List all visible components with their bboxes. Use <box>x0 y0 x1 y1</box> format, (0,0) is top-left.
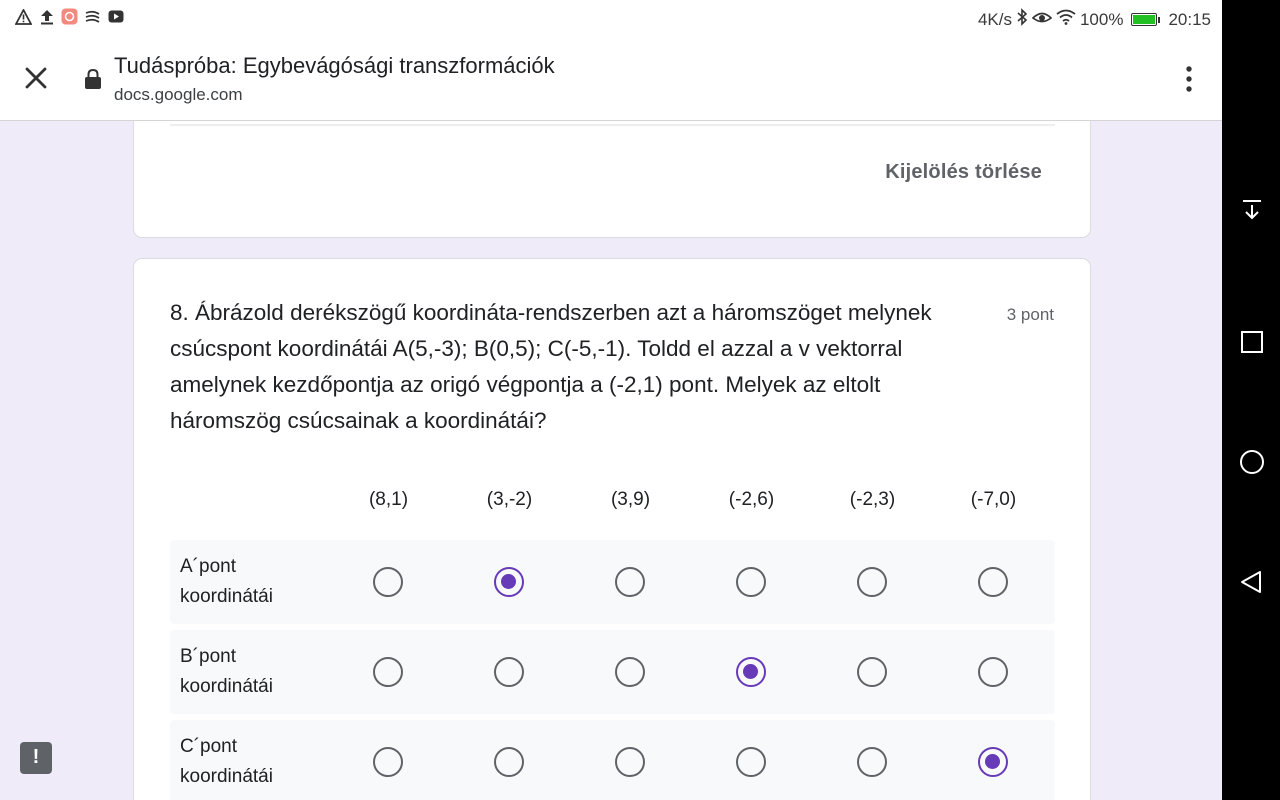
row-label-line: C´pont <box>180 736 238 757</box>
back-button[interactable] <box>1239 569 1265 595</box>
home-button[interactable] <box>1239 449 1265 475</box>
clear-selection-button[interactable]: Kijelölés törlése <box>885 161 1042 183</box>
radio-option[interactable] <box>857 567 887 597</box>
grid-row-c <box>170 720 1055 800</box>
clock: 20:15 <box>1168 9 1211 29</box>
radio-option[interactable] <box>736 747 766 777</box>
lock-icon[interactable] <box>84 68 102 90</box>
notification-icons <box>15 8 124 25</box>
status-bar <box>0 0 1222 38</box>
wifi-icon <box>1056 9 1076 30</box>
page-title: Tudáspróba: Egybevágósági transzformációk <box>114 53 555 78</box>
youtube-icon <box>107 8 124 25</box>
column-header: (-2,6) <box>728 489 775 510</box>
close-tab-button[interactable] <box>22 64 50 92</box>
question-text: 8. Ábrázold derékszögű koordináta-rendszerben azt a háromszöget melynek csúcspont koordinátái A(5,-3); B(0,5); C(-5,-1). Toldd el azzal a v vektorral amelynek kezdőpontja az origó végpontja a (-2,1) pont. Melyek az eltolt háromszög csúcsainak a koordinátái? <box>170 300 932 433</box>
radio-option[interactable] <box>736 567 766 597</box>
battery-icon <box>1131 13 1160 26</box>
radio-option[interactable] <box>615 657 645 687</box>
radio-option[interactable] <box>373 567 403 597</box>
radio-option[interactable] <box>978 657 1008 687</box>
net-speed: 4K/s <box>977 9 1012 29</box>
warning-icon <box>15 8 32 25</box>
column-header: (-7,0) <box>970 489 1017 510</box>
radio-option[interactable] <box>494 567 524 597</box>
row-label-line: B´pont <box>180 646 236 667</box>
radio-option[interactable] <box>494 657 524 687</box>
previous-question-divider <box>170 124 1055 126</box>
radio-option[interactable] <box>615 747 645 777</box>
column-header: (-2,3) <box>849 489 896 510</box>
radio-option[interactable] <box>736 657 766 687</box>
circle-icon <box>1239 449 1265 475</box>
page-url: docs.google.com <box>114 85 243 104</box>
browser-toolbar <box>0 38 1222 121</box>
grid-row-b <box>170 630 1055 714</box>
row-label-line: koordinátái <box>180 766 273 787</box>
radio-option[interactable] <box>978 747 1008 777</box>
question-points: 3 pont <box>1006 305 1054 324</box>
close-icon <box>22 64 50 92</box>
pull-down-icon <box>1239 197 1265 223</box>
radio-option[interactable] <box>857 747 887 777</box>
row-label-line: koordinátái <box>180 586 273 607</box>
row-label <box>180 552 273 612</box>
grid-row-a <box>170 540 1055 624</box>
radio-option[interactable] <box>373 747 403 777</box>
navigation-bar <box>1222 0 1280 800</box>
bluetooth-icon <box>1016 8 1028 31</box>
eye-comfort-icon <box>1032 9 1052 30</box>
column-header: (3,-2) <box>486 489 533 510</box>
more-vert-icon <box>1178 64 1200 94</box>
app-notification-icon <box>61 8 78 25</box>
row-label <box>180 732 273 792</box>
recents-button[interactable] <box>1239 329 1265 355</box>
radio-option[interactable] <box>373 657 403 687</box>
row-label <box>180 642 273 702</box>
overflow-menu-button[interactable] <box>1178 64 1200 94</box>
question-card <box>133 258 1091 800</box>
radio-option[interactable] <box>494 747 524 777</box>
radio-option[interactable] <box>615 567 645 597</box>
swiftkey-icon <box>84 8 101 25</box>
row-label-line: koordinátái <box>180 676 273 697</box>
row-label-line: A´pont <box>180 556 236 577</box>
upload-icon <box>38 8 55 25</box>
column-header: (3,9) <box>610 489 651 510</box>
feedback-button[interactable]: ! <box>20 742 52 774</box>
radio-option[interactable] <box>978 567 1008 597</box>
column-header: (8,1) <box>368 489 409 510</box>
battery-percent: 100% <box>1079 9 1124 29</box>
radio-option[interactable] <box>857 657 887 687</box>
previous-question-card <box>133 121 1091 238</box>
square-icon <box>1239 329 1265 355</box>
hide-navbar-button[interactable] <box>1239 197 1265 223</box>
triangle-back-icon <box>1239 569 1265 595</box>
